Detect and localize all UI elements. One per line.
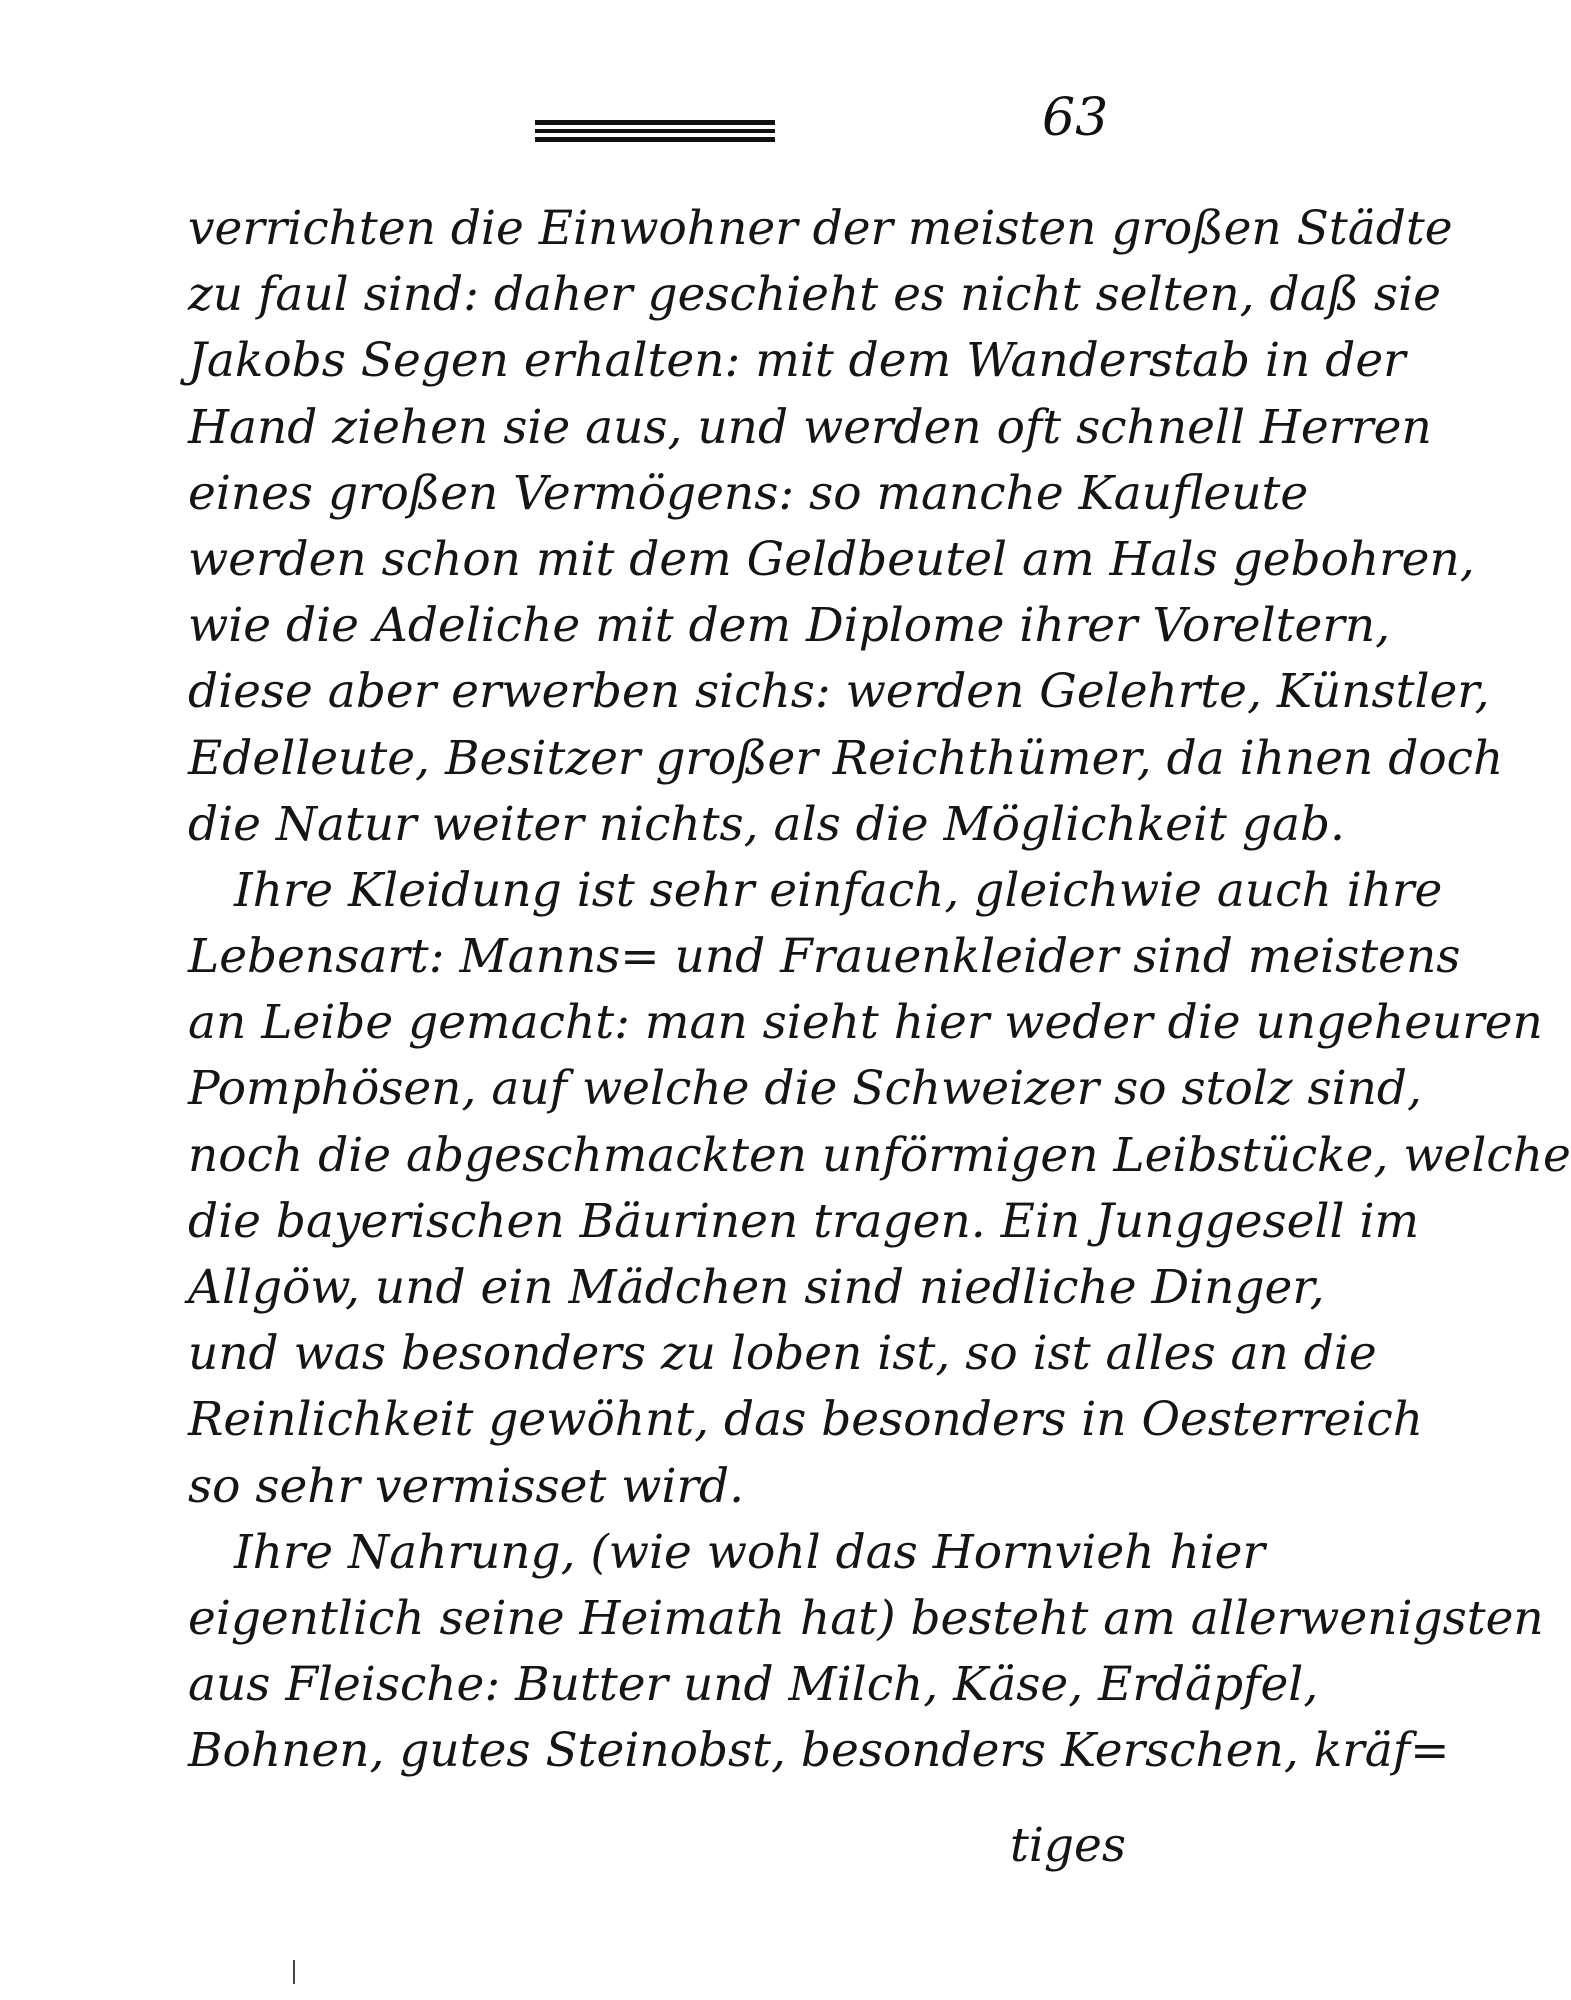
text-line: aus Fleische: Butter und Milch, Käse, Erdäpfel, [188, 1657, 1319, 1713]
text-line: Pomphösen, auf welche die Schweizer so stolz sind, [188, 1061, 1422, 1117]
text-line: und was besonders zu loben ist, so ist alles an die [188, 1326, 1377, 1382]
text-line: Ihre Kleidung ist sehr einfach, gleichwie auch ihre [234, 862, 1443, 918]
text-line: Jakobs Segen erhalten: mit dem Wanderstab in der [188, 333, 1406, 389]
text-line: Reinlichkeit gewöhnt, das besonders in Oesterreich [188, 1392, 1424, 1448]
body-text [188, 196, 1571, 1785]
text-line: zu faul sind: daher geschieht es nicht selten, daß sie [188, 267, 1441, 323]
text-line: Lebensart: Manns= und Frauenkleider sind meistens [188, 929, 1461, 985]
text-line: Allgöw, und ein Mädchen sind niedliche Dinger, [188, 1260, 1325, 1315]
margin-mark [293, 1960, 295, 1984]
text-line: die bayerischen Bäurinen tragen. Ein Junggesell im [188, 1193, 1420, 1249]
text-line: wie die Adeliche mit dem Diplome ihrer Voreltern, [188, 598, 1391, 654]
header-ornament-rule [535, 120, 775, 146]
text-line: noch die abgeschmackten unförmigen Leibstücke, welche [188, 1127, 1571, 1183]
text-line: an Leibe gemacht: man sieht hier weder die ungeheuren [188, 995, 1543, 1051]
text-line: eigentlich seine Heimath hat) besteht am allerwenigsten [188, 1590, 1544, 1646]
text-line: Hand ziehen sie aus, und werden oft schnell Herren [188, 399, 1432, 455]
text-line: eines großen Vermögens: so manche Kaufleute [188, 465, 1309, 521]
text-line: Ihre Nahrung, (wie wohl das Hornvieh hier [234, 1524, 1265, 1580]
text-line: so sehr vermisset wird. [188, 1458, 745, 1514]
page-number: 63 [1042, 88, 1109, 148]
text-line: verrichten die Einwohner der meisten großen Städte [188, 201, 1453, 256]
text-line: Bohnen, gutes Steinobst, besonders Kerschen, kräf= [188, 1723, 1450, 1779]
text-line: werden schon mit dem Geldbeutel am Hals gebohren, [188, 531, 1475, 587]
catchword: tiges [1010, 1818, 1126, 1873]
text-line: Edelleute, Besitzer großer Reichthümer, da ihnen doch [188, 730, 1504, 786]
text-line: die Natur weiter nichts, als die Möglichkeit gab. [188, 796, 1345, 852]
text-line: diese aber erwerben sichs: werden Gelehrte, Künstler, [188, 664, 1490, 720]
